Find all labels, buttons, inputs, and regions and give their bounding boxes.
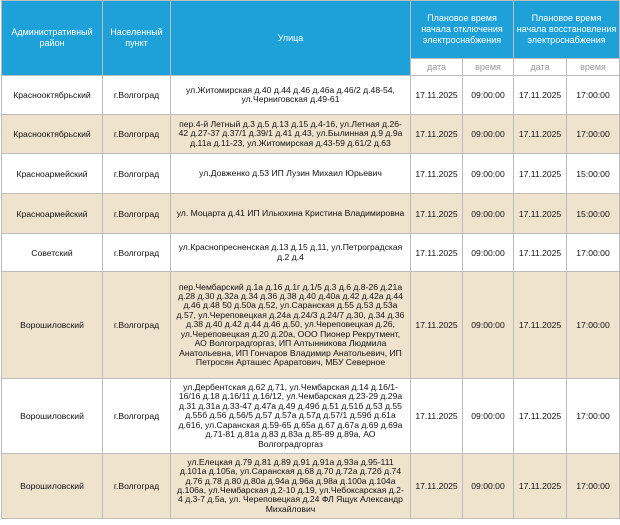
off-date-cell: 17.11.2025 <box>411 272 463 379</box>
table-row <box>2 194 620 234</box>
settlement-cell: г.Волгоград <box>103 76 171 115</box>
on-date-cell: 17.11.2025 <box>514 194 567 234</box>
header-district: Административный район <box>2 1 103 76</box>
street-cell: ул.Житомирская д.40 д.44 д.46 д.46а д.46/2 д.48-54, ул.Черниговская д.49-61 <box>171 76 411 115</box>
on-date-cell: 17.11.2025 <box>514 454 567 519</box>
table-row <box>2 76 620 115</box>
on-time-cell: 17:00:00 <box>567 234 620 272</box>
off-date-cell: 17.11.2025 <box>411 454 463 519</box>
street-cell: ул.Краснопресненская д.13 д.15 д.11, ул.Петроградская д.2 д.4 <box>171 234 411 272</box>
off-time-cell: 09:00:00 <box>463 76 514 115</box>
off-time-cell: 09:00:00 <box>463 454 514 519</box>
street-cell: ул.Дербентская д.62 д.71, ул.Чембарская д.14 д.16/1-16/16 д.18 д.16/11 д.16/12, ул.Чембарская д.23-29 д.29а д.31 д.31а д.33-47 д.47а д.49 д.49б д.51 д.51б д.53 д.55 д.55б д.56 д.56/5 д.57 д.57а д.57д д.57/1 д.59б д.61а д.616, ул.Саранская д.59-65 д.65а д.67 д.67а д.69 д.69а д.71-81 д.81а д.83 д.83а д.85-89 д.89а, АО Волгоградгоргаз <box>171 379 411 454</box>
on-date-cell: 17.11.2025 <box>514 76 567 115</box>
header-settlement: Населенный пункт <box>103 1 171 76</box>
settlement-cell: г.Волгоград <box>103 454 171 519</box>
off-date-cell: 17.11.2025 <box>411 115 463 154</box>
street-cell: ул.Елецкая д.79 д.81 д.89 д.91 д.91а д.93а д.95-111 д.101а д.105а, ул.Саранская д.68 д.70 д.72а д.72б д.74 д.76 д.78 д.80 д.80а д.94а д.96а д.98а д.100а д.104а д.106а, ул.Чембарская д.2-10 д.19, ул.Чебоксарская д.2-4 д.3-7 д.5а, ул. Череповецкая д.24 ФЛ Ящук Александр Михайлович <box>171 454 411 519</box>
table-row <box>2 234 620 272</box>
header-off-time: Плановое время начала отключения электроснабжения <box>411 1 514 59</box>
off-time-cell: 09:00:00 <box>463 234 514 272</box>
table-row <box>2 154 620 194</box>
settlement-cell: г.Волгоград <box>103 115 171 154</box>
table-row <box>2 454 620 519</box>
settlement-cell: г.Волгоград <box>103 154 171 194</box>
off-date-cell: 17.11.2025 <box>411 379 463 454</box>
district-cell: Ворошиловский <box>2 272 103 379</box>
district-cell: Ворошиловский <box>2 379 103 454</box>
on-time-cell: 15:00:00 <box>567 194 620 234</box>
off-date-cell: 17.11.2025 <box>411 194 463 234</box>
on-date-cell: 17.11.2025 <box>514 272 567 379</box>
header-on-date: дата <box>514 59 567 76</box>
on-time-cell: 15:00:00 <box>567 154 620 194</box>
district-cell: Ворошиловский <box>2 454 103 519</box>
off-time-cell: 09:00:00 <box>463 272 514 379</box>
district-cell: Советский <box>2 234 103 272</box>
street-cell: ул. Моцарта д.41 ИП Ильюхина Кристина Владимировна <box>171 194 411 234</box>
district-cell: Красноармейский <box>2 154 103 194</box>
header-restore-time: Плановое время начала восстановления электроснабжения <box>514 1 620 59</box>
on-time-cell: 17:00:00 <box>567 272 620 379</box>
table-row <box>2 272 620 379</box>
street-cell: пер.Чембарский д.1а д.16 д.1г д.1/5 д.3 д.6 д.8-26 д.21а д.28 д.30 д.32а д.34 д.36 д.38 д.40 д.40а д.42 д.42а д.44 д.46 д.48 50 д.50а д.52, ул.Саранская д.55 д.53 д.53а д.57, ул.Череповецкая д.24а д.24/3 д.24/7 д.30, д.34 д.36 д.38 д.40 д.42 д.44 д.46 д.50, ул.Череповецкая д.26, ул.Череповецкая д.20 д.20а, ООО Пионер Рекрутмент, АО Волгоградгоргаз, ИП Алтынникова Людмила Анатольевна, ИП Гончаров Владимир Анатольевич, ИП Петросян Арташес Араратович, МБУ Северное <box>171 272 411 379</box>
off-time-cell: 09:00:00 <box>463 194 514 234</box>
settlement-cell: г.Волгоград <box>103 234 171 272</box>
off-time-cell: 09:00:00 <box>463 115 514 154</box>
header-off-date: дата <box>411 59 463 76</box>
table-row <box>2 115 620 154</box>
header-off-clock: время <box>463 59 514 76</box>
header-on-clock: время <box>567 59 620 76</box>
on-date-cell: 17.11.2025 <box>514 115 567 154</box>
off-time-cell: 09:00:00 <box>463 154 514 194</box>
district-cell: Краснооктябрьский <box>2 115 103 154</box>
on-date-cell: 17.11.2025 <box>514 379 567 454</box>
street-cell: пер.4-й Летный д.3 д.5 д.13 д.15 д.4-16, ул.Летная д.26-42 д.27-37 д.37/1 д.39/1 д.41 д.43, ул.Былинная д.9 д.9а д.11а д.11-23, ул.Житомирская д.43-59 д.61/2 д.63 <box>171 115 411 154</box>
settlement-cell: г.Волгоград <box>103 194 171 234</box>
table-row <box>2 379 620 454</box>
district-cell: Красноармейский <box>2 194 103 234</box>
settlement-cell: г.Волгоград <box>103 379 171 454</box>
header-street: Улица <box>171 1 411 76</box>
off-time-cell: 09:00:00 <box>463 379 514 454</box>
off-date-cell: 17.11.2025 <box>411 234 463 272</box>
on-date-cell: 17.11.2025 <box>514 234 567 272</box>
on-time-cell: 17:00:00 <box>567 454 620 519</box>
on-time-cell: 17:00:00 <box>567 115 620 154</box>
off-date-cell: 17.11.2025 <box>411 154 463 194</box>
off-date-cell: 17.11.2025 <box>411 76 463 115</box>
district-cell: Краснооктябрьский <box>2 76 103 115</box>
on-time-cell: 17:00:00 <box>567 76 620 115</box>
on-time-cell: 17:00:00 <box>567 379 620 454</box>
on-date-cell: 17.11.2025 <box>514 154 567 194</box>
outage-table <box>1 0 620 519</box>
settlement-cell: г.Волгоград <box>103 272 171 379</box>
street-cell: ул.Довженко д.53 ИП Лузин Михаил Юрьевич <box>171 154 411 194</box>
